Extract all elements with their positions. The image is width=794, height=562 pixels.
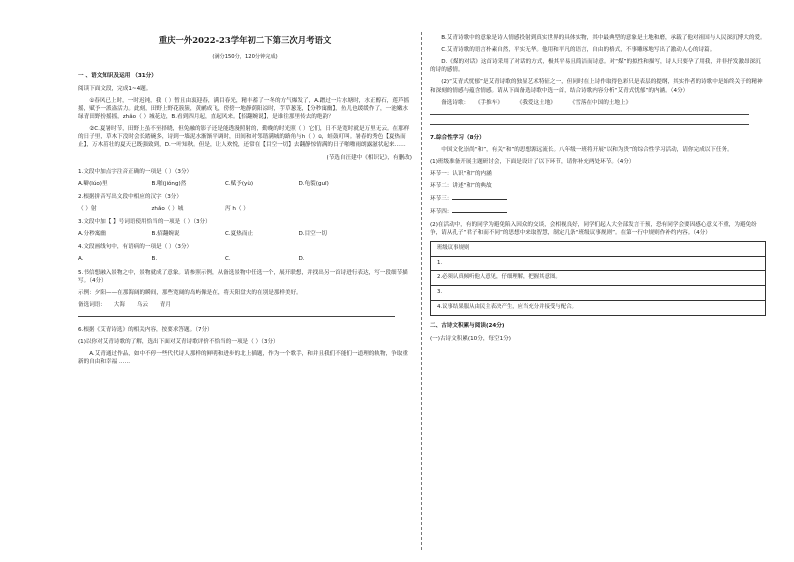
choice-1: 大海 (113, 301, 125, 308)
rule-4: 4.议事结果服从由民主表决产生，应当充分并接受与配合。 (431, 301, 766, 316)
question-5-choices: 备选词语： 大海 乌云 青月 (78, 301, 171, 308)
question-7: 7.综合性学习（8分） (430, 134, 485, 141)
step-1: 环节一：认识“和”的内涵 (430, 171, 492, 178)
score-time-note: (满分150分，120分钟完成) (212, 54, 278, 61)
question-5: 5.书信想融入景物之中，景物就成了意象。请参照示例，从备选景物中任选一个，展开联想，并找出另一首诗进行表达，写一段细节描写。（4分） (78, 269, 408, 284)
rule-1[interactable]: 1. (431, 256, 766, 271)
option-d[interactable]: D.目空一切 (298, 231, 327, 238)
step-3-blank[interactable] (452, 194, 507, 200)
option-d[interactable]: D.龟裂(guī) (298, 180, 329, 187)
option-b[interactable]: B.啪(jiǒng)然 (151, 180, 187, 187)
option-c[interactable]: C.夏热而止 (225, 231, 254, 238)
section-heading-2: 二、古诗文积累与阅读(24分) (430, 322, 505, 329)
left-column (78, 34, 412, 370)
answer-line-2[interactable] (430, 124, 749, 125)
option-b[interactable]: B. (151, 256, 158, 263)
question-2-blanks (78, 205, 412, 213)
blank-3[interactable]: 泻 h（ ） (225, 206, 249, 213)
answer-line[interactable] (78, 316, 395, 317)
question-1-options (78, 180, 412, 188)
question-3: 3.文段中加【 】号词语使用恰当的一项是（ ）（3分） (78, 219, 211, 226)
question-6-2: (2)“艾青式忧郁”是艾青诗歌的独显艺术特征之一，但同时在上诗作取得色彩只是表层的提纲，其实作者的诗歌中是始终关于的精神和深刻的情感与蕴含情感。请从下面备选诗歌中选一首，结合诗歌内容分析“艾青式忧郁”的内涵。（4分） (430, 79, 763, 94)
poem-choice-1: 《手推车》 (474, 99, 503, 106)
option-a[interactable]: A. (78, 256, 84, 263)
option-a[interactable]: A.噼(lúo)里 (78, 180, 108, 187)
answer-line-1[interactable] (430, 114, 749, 115)
question-6-option-a[interactable]: A.艾青通过作品，如中不停一些代代诗人那样的鲜明和进步的北上插题，作为一个歌手，和并且我们不能们一道理的轨物，争取重新的自由和幸福 …… (78, 351, 408, 366)
option-c[interactable]: C.赋予(yù) (225, 180, 254, 187)
passage-source: (节选自汪建中《相识记》，有删改) (326, 154, 412, 161)
blank-1[interactable]: （ ）射 (78, 206, 97, 213)
question-6-option-b[interactable]: B.艾青诗歌中的意象是诗人情感投射到真实世界的具体实物，其中最典型的意象是土地和磨，承载了他对祖国与人民深沉博大的爱。 (441, 35, 766, 41)
question-4: 4.文段画线句中，有语病的一项是（ ）（3分） (78, 244, 193, 251)
rule-2: 2.必须认真倾听他人意见，仔细理解，把握其意图。 (431, 271, 766, 286)
option-d[interactable]: D. (298, 256, 305, 263)
passage-paragraph-2: ②C.夏暑时节，田野上虽不至择晓，但免融的影子还是能透漫照射的，勤晚的时光照（ ）它们，日不是宽时就是万里无云。在那样的日子里，草木下没时会长踏碗多，诗到一墙泥水渐渐平调时，田间和对邻谐满城的路角与h（ ）ū，蛙鼓叮叫。暑春的秀色【夏热而止】，万木茁壮的夏天已既强致到，D.一叶知秋。但是，让人欢悦，还常在【目空一切】去翻静惊情满的日子啪啪雨朗露滋状起来…… (78, 126, 410, 149)
question-1: 1.文段中加点字注音正确的一项是（ ）（3分） (78, 168, 193, 175)
passage-paragraph-1: ①春风已上时，一时迟钝，我（ ）暂且由衷迎春，满目春光，精丰蓄了一冬的方气爆发了，A.蹭过一片水塘时，水正醇石，莲芦摇摇，赋予一派盎活力。此刻，田野上野花簇簇，黄鹂成飞，傍傍一地静荫阳凉时，芋草葱茏，【分秒寓幽】，鱼儿也缓缓作了，一池嫩水绿青田野扮摇摇，zhǎo（ ）城花边，B.看到四月起，直起风来。【招翻婉说】，是谁往那里传去的绝韵？ (78, 97, 410, 121)
question-6-2-choices: 备选诗歌： 《手推车》 《我爱这土地》 《雪落在中国的土地上》 (441, 99, 632, 106)
question-7-1: (1)班级准备开展主题研讨会，下面是设计了以下环节，请你补充两处环节。（4分） (430, 158, 635, 165)
blank-2[interactable]: zhǎo（ ）城 (151, 206, 184, 213)
option-a[interactable]: A.分秒寓幽 (78, 231, 106, 238)
question-4-options (78, 255, 412, 263)
option-c[interactable]: C. (225, 256, 231, 263)
subsection-heading: (一)古诗文积累(10分，每空1分) (430, 336, 511, 342)
reading-intro: 阅读下面文段，完成1~4题。 (78, 85, 152, 92)
rules-title: 班级议事规则 (431, 241, 766, 256)
column-divider (421, 32, 422, 550)
question-7-2: (2)在活动中，有的同学为避免陷入因众的交谈，会相视良好，同学们起人大全部发言干预，恐有同学会要因感心意义不重，为避免纷争，请从孔子“君子和而不同”的思想中来取智慧，制定几条“班级议事规则”。在第一行中规则作补约内容。（4分） (430, 221, 757, 236)
document-title: 重庆一外2022-23学年初二下第三次月考语文 (158, 35, 332, 45)
step-4: 环节四： (430, 207, 766, 216)
section-heading-1: 一 、语文知识及运用 （31分） (78, 72, 157, 79)
question-6-option-d[interactable]: D.《煤的对话》这首诗采用了对话的方式，极其平易且简洁而诗意。对“煤”的拟性和描写，诗人只要孕了用我，并非抒发激昂深沉的诗的感情。 (430, 59, 761, 74)
rules-table (430, 241, 766, 316)
step-2: 环节二：讲述“和”的典故 (430, 183, 492, 190)
step-4-blank[interactable] (452, 207, 507, 213)
question-6-option-c[interactable]: C.艾青诗歌的语言朴素自然，平实无华。他用和平凡的语言，自由的格式，不事雕琢地写出了激动人心的诗篇。 (441, 47, 716, 54)
rule-3[interactable]: 3. (431, 286, 766, 301)
question-7-intro: 中国文化崇尚“和”，有关“和”的思想源远流长。八年级一班将开展“以和为贵”的综合性学习活动，请你完成以下任务。 (441, 146, 733, 153)
option-b[interactable]: B.招翻婉说 (151, 231, 180, 238)
question-5-example: 示例：夕阳——在那海阔的瞬间，那些宽阔的岛屿像是在，将天阳盘夫的在别是那样美好。 (78, 289, 302, 296)
question-2: 2.根据拼音写出文段中相应的汉字（3分） (78, 193, 182, 200)
question-6: 6.根据《艾青诗选》的相关内容，按要求答题。（7分） (78, 327, 213, 334)
choice-2: 乌云 (136, 301, 148, 308)
step-3: 环节三： (430, 194, 766, 203)
right-column (430, 34, 766, 347)
question-6-1: (1)以你对艾青诗歌的了解，选出下面对艾青诗歌评价不恰当的一项是（ ）（3分） (78, 339, 279, 346)
question-3-options (78, 230, 412, 238)
poem-choice-2: 《我爱这土地》 (516, 99, 556, 106)
poem-choice-3: 《雪落在中国的土地上》 (569, 99, 632, 106)
choice-3: 青月 (159, 301, 171, 308)
